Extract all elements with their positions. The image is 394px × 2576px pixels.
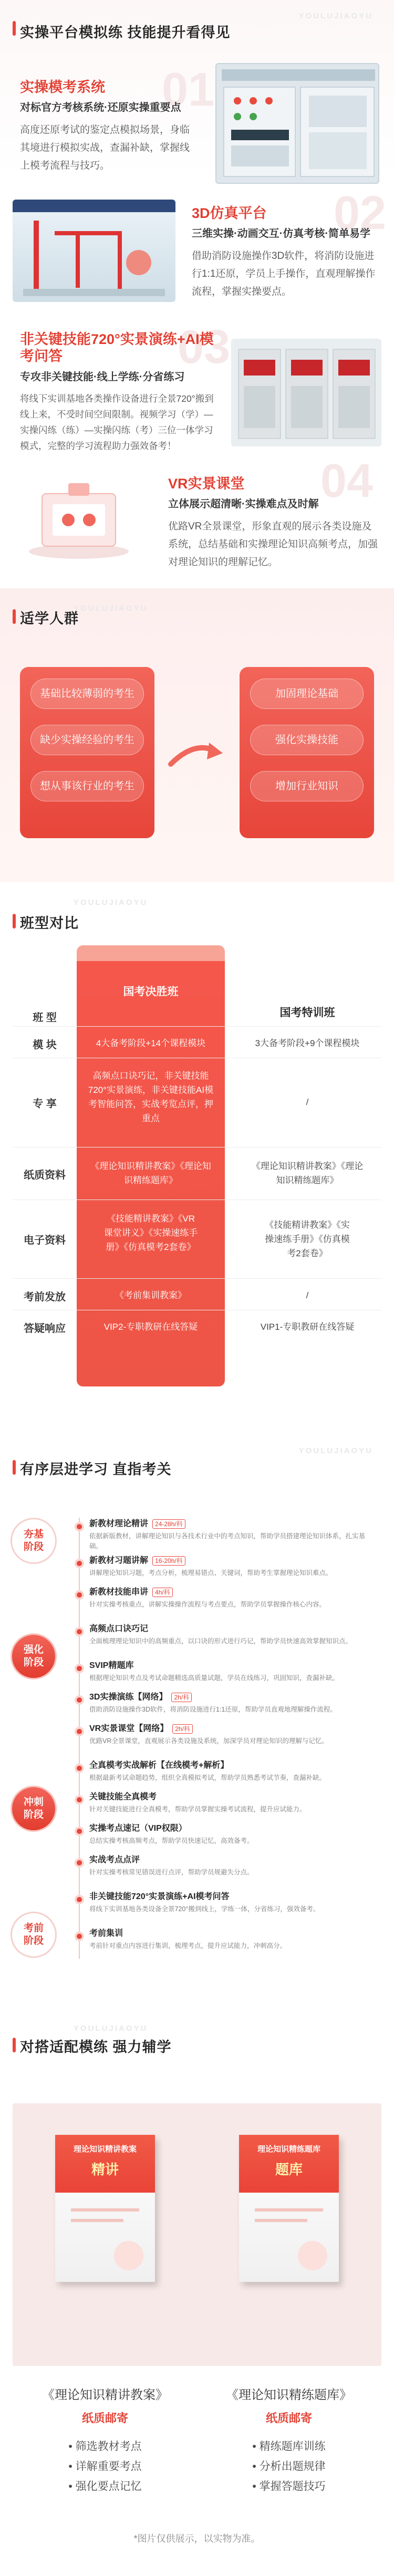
books-section	[0, 2017, 394, 2576]
book-points	[215, 2437, 362, 2497]
feature-desc: 将线下实训基地各类操作设备进行全景720°搬到线上来，不受时间空间限制。视频学习（学）—实操闪练（练）—实操闪练（考）三位一体学习模式，完整的学习流程助力强效备考！	[20, 393, 214, 451]
class-a-value: 《理论知识精讲教案》《理论知识精练题库》	[90, 1161, 211, 1185]
stage-item: 3D实操演练【网络】 2h/科 借助消防设施操作3D软件，将消防设施进行1:1还原，帮助学员直观地理解操作流程。	[89, 1693, 337, 1713]
compare-row-digital	[13, 1200, 381, 1279]
vr-illustration	[21, 473, 137, 562]
feature-title: 3D仿真平台	[192, 205, 267, 221]
timeline-line	[79, 1518, 80, 1959]
stage-item: 新教材技能串讲 4h/科 针对实操考核重点，讲解实操操作流程与考点要点，帮助学员掌握操作核心内容。	[89, 1588, 326, 1608]
compare-title: 班型对比	[20, 915, 79, 931]
class-b-value: 3大备考阶段+9个课程模块	[255, 1038, 360, 1048]
book-cover-keyword: 精讲	[91, 2162, 119, 2177]
book-points	[32, 2437, 179, 2497]
practice-title: 实操平台模拟练 技能提升看得见	[20, 25, 231, 40]
timeline-dot	[75, 1627, 84, 1636]
stage-item: SVIP精题库 根据理论知识考点及考试命题精选高质量试题，学员在线练习，巩固知识，查漏补缺。	[89, 1661, 339, 1682]
audience-right-card	[240, 667, 374, 838]
path-title: 有序层进学习 直指考关	[20, 1462, 172, 1477]
class-a-value: VIP2-专职教研在线答疑	[103, 1322, 198, 1332]
class-a-value: 《考前集训教案》	[115, 1290, 186, 1300]
class-a-value: 《技能精讲教案》《VR课堂讲义》《实操速练手册》《仿真模考2套卷》	[103, 1214, 198, 1252]
stage-badge-strengthen: 强化 阶段	[11, 1633, 57, 1680]
watermark: YOULUJIAOYU	[74, 898, 148, 907]
class-a-value: 4大备考阶段+14个课程模块	[96, 1038, 206, 1048]
720-drill-screenshot	[231, 339, 381, 446]
feature-title: 实操模考系统	[20, 79, 105, 95]
book-cover-title: 理论知识精练题库	[257, 2145, 320, 2154]
title-bar	[13, 609, 16, 624]
row-label: 纸质资料	[24, 1170, 66, 1181]
class-b-value: 《技能精讲教案》《实操速练手册》《仿真模考2套卷》	[265, 1220, 350, 1258]
title-bar	[13, 914, 16, 929]
audience-benefit: 加固理论基础	[250, 679, 364, 709]
row-label: 专 享	[33, 1098, 57, 1110]
feature-mock-exam	[20, 64, 215, 175]
watermark: YOULUJIAOYU	[74, 2024, 148, 2033]
class-a-value: 高频点口诀巧记，非关键技能720°实景演练，非关键技能AI模考智能问答，实战考览点评，押重点	[88, 1071, 214, 1123]
book-name: 《理论知识精练题库》	[226, 2388, 352, 2402]
stage-badge-foundation: 夯基 阶段	[11, 1518, 57, 1564]
compare-row-paper	[13, 1148, 381, 1200]
stage-item: VR实景课堂【网络】 2h/科 优路VR全景课堂，直观展示各类设施及系统，加深学员对理论知识的理解与记忆。	[89, 1724, 328, 1745]
compare-section	[0, 882, 394, 1439]
book-point: • 分析出题规律	[252, 2460, 326, 2473]
stage-item: 实战考点点评 针对实操考核常见错误进行点评，帮助学员规避失分点。	[89, 1855, 254, 1876]
feature-number: 04	[320, 455, 374, 507]
practice-section	[0, 0, 394, 588]
book-point: • 精练题库训练	[252, 2441, 326, 2453]
compare-row-pre-exam	[13, 1279, 381, 1310]
feature-number: 02	[334, 187, 387, 239]
compare-row-module	[13, 1027, 381, 1058]
feature-vr-class	[168, 455, 378, 571]
books-title: 对搭适配模练 强力辅学	[20, 2039, 172, 2055]
audience-item: 想从事该行业的考生	[30, 771, 144, 801]
feature-3d-sim	[192, 187, 387, 301]
feature-subtitle: 三维实操·动画交互·仿真考核·简单易学	[192, 228, 370, 240]
book-cover-keyword: 题库	[275, 2162, 303, 2177]
mock-exam-screenshot	[215, 63, 379, 184]
book-cover-exercise	[239, 2135, 339, 2282]
book-cover-art	[55, 2193, 155, 2282]
audience-item: 基础比较薄弱的考生	[30, 679, 144, 709]
audience-section	[0, 588, 394, 882]
feature-desc: 优路VR全景课堂，形象直观的展示各类设施及系统，总结基础和实操理论知识高频考点，加强对理论知识的理解记忆。	[168, 521, 378, 568]
title-bar	[13, 21, 16, 36]
compare-header-row	[13, 974, 381, 1027]
audience-left-card	[20, 667, 154, 838]
feature-number: 03	[178, 321, 231, 373]
stage-item: 新教材习题讲解 16-20h/科 讲解理论知识习题，考点分析，梳理易错点、关键词，帮助考生掌握理论知识难点。	[89, 1556, 333, 1577]
timeline-dot	[75, 1559, 84, 1568]
audience-item: 缺少实操经验的考生	[30, 725, 144, 755]
audience-benefit: 增加行业知识	[250, 771, 364, 801]
path-section	[0, 1439, 394, 2017]
class-b-value: /	[306, 1290, 309, 1300]
feature-subtitle: 对标官方考核系统·还原实操重要点	[20, 102, 181, 114]
book-cover-lecture	[55, 2135, 155, 2282]
stage-item: 全真模考实战解析【在线模考+解析】 根据最新考试命题趋势，组织全真模拟考试，帮助学员熟悉考试节奏，查漏补缺。	[89, 1761, 326, 1781]
book-delivery-label: 纸质邮寄	[265, 2412, 312, 2425]
compare-row-qa	[13, 1310, 381, 1342]
book-cover-title: 理论知识精讲教案	[73, 2145, 137, 2154]
feature-subtitle: 立体展示超清晰·实操难点及时解	[168, 498, 319, 510]
timeline-dot	[75, 1827, 84, 1836]
feature-720-drill	[20, 321, 231, 454]
book-name: 《理论知识精讲教案》	[42, 2388, 168, 2402]
row-label: 模 块	[33, 1039, 57, 1051]
stage-item: 关键技能全真模考 针对关键技能进行全真模考，帮助学员掌握实操考试流程，提升应试能力。	[89, 1792, 306, 1813]
row-label: 电子资料	[24, 1235, 66, 1246]
disclaimer-note: *图片仅供展示，以实物为准。	[133, 2533, 261, 2544]
row-label: 考前发放	[24, 1291, 66, 1303]
stage-item: 考前集训 考前针对重点内容进行集训，梳理考点，提升应试能力，冲刺高分。	[89, 1929, 287, 1949]
class-b-name: 国考特训班	[279, 1007, 335, 1019]
compare-head-label: 班 型	[33, 1012, 57, 1024]
timeline-dot	[75, 1590, 84, 1600]
stage-item: 高频点口诀巧记 全面梳理理论知识中的高频重点，以口诀的形式进行巧记，帮助学员快速高效掌握知识点。	[89, 1624, 352, 1645]
feature-subtitle: 专攻非关键技能·线上学练·分省练习	[20, 371, 185, 383]
timeline-dot	[75, 1764, 84, 1773]
3d-simulation-screenshot	[13, 200, 175, 302]
book-point: • 强化要点记忆	[68, 2480, 142, 2492]
timeline-dot	[75, 1795, 84, 1805]
stage-item: 非关键技能720°实景演练+AI模考问答 将线下实训基地各类设备全景720°搬到线上，学练一体，分省练习，强效备考。	[89, 1892, 320, 1913]
stage-item: 实操考点速记（VIP权限） 总结实操考核高频考点，帮助学员快速记忆，高效备考。	[89, 1824, 254, 1844]
book-delivery-label: 纸质邮寄	[81, 2412, 128, 2425]
timeline-dot	[75, 1522, 84, 1531]
stage-badge-sprint: 冲刺 阶段	[11, 1786, 57, 1832]
timeline-dot	[75, 1727, 84, 1736]
timeline-dot	[75, 1932, 84, 1941]
watermark: YOULUJIAOYU	[298, 12, 373, 20]
book-point: • 详解重要考点	[68, 2460, 142, 2473]
audience-benefit: 强化实操技能	[250, 725, 364, 755]
book-point: • 掌握答题技巧	[252, 2480, 326, 2492]
feature-number: 01	[162, 64, 215, 116]
timeline-dot	[75, 1695, 84, 1705]
audience-title: 适学人群	[20, 611, 79, 627]
book-point: • 筛选教材考点	[68, 2441, 142, 2453]
title-bar	[13, 1460, 16, 1475]
class-b-value: /	[306, 1097, 309, 1107]
compare-row-exclusive	[13, 1058, 381, 1148]
timeline-dot	[75, 1858, 84, 1868]
class-a-name: 国考决胜班	[123, 986, 179, 998]
watermark: YOULUJIAOYU	[298, 1446, 373, 1455]
timeline-dot	[75, 1664, 84, 1673]
timeline-dot	[75, 1895, 84, 1904]
class-b-value: 《理论知识精讲教案》《理论知识精练题库》	[251, 1161, 364, 1185]
watermark: YOULUJIAOYU	[74, 604, 148, 613]
arrow-right-icon	[168, 735, 226, 772]
feature-title: 非关键技能720°实景演练+AI模考问答	[20, 331, 214, 364]
class-b-value: VIP1-专职教研在线答疑	[260, 1322, 355, 1332]
stage-item: 新教材理论精讲 24-28h/科 依据新版教材，讲解理论知识与各技术行业中的考点知识，帮助学员搭建理论知识体系，扎实基础。	[89, 1519, 366, 1550]
stage-badge-pre-exam: 考前 阶段	[11, 1912, 57, 1958]
book-cover-art	[239, 2193, 339, 2282]
row-label: 答疑响应	[24, 1323, 66, 1334]
title-bar	[13, 2038, 16, 2052]
feature-desc: 高度还原考试的鉴定点模拟场景，身临其境进行模拟实战，查漏补缺，掌握线上模考流程与技巧。	[20, 124, 190, 172]
feature-title: VR实景课堂	[168, 476, 245, 492]
feature-desc: 借助消防设施操作3D软件，将消防设施进行1:1还原，学员上手操作，直观理解操作流程，掌握实操要点。	[192, 251, 376, 298]
